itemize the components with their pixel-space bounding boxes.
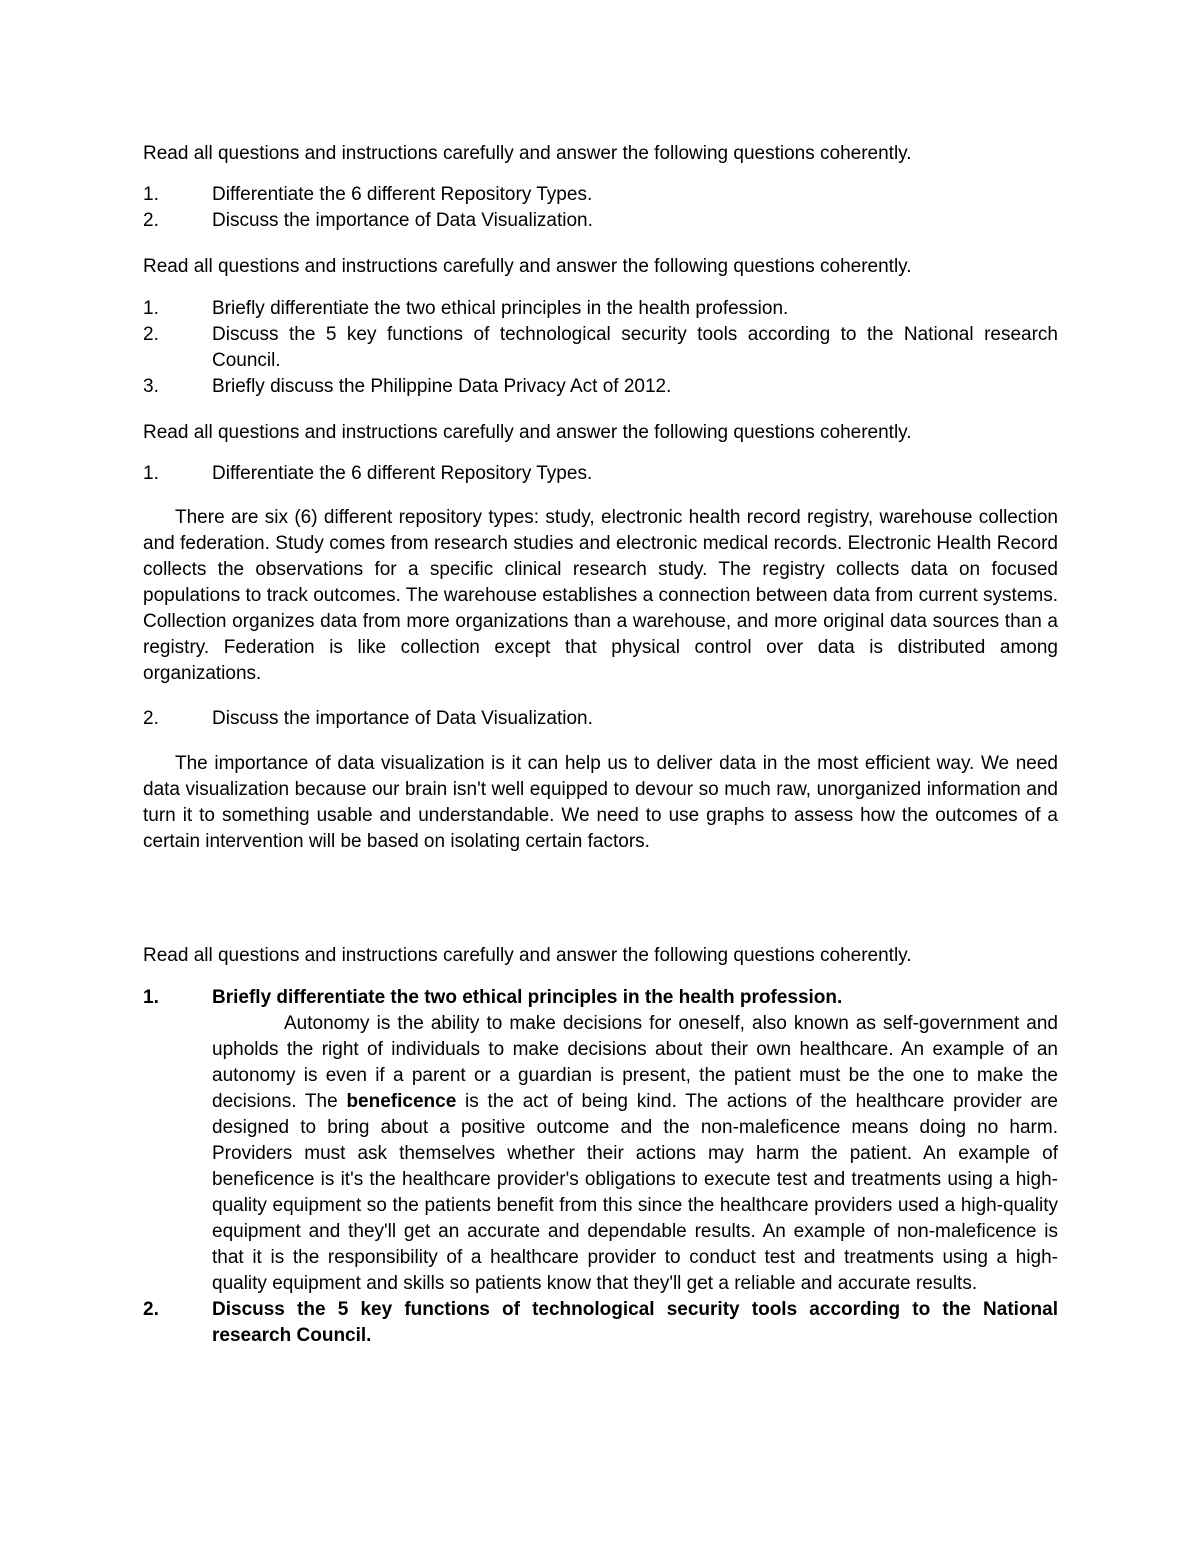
list-item [143,182,1058,208]
answer-paragraph: There are six (6) different repository types: study, electronic health record registry, warehouse collection and federation. Study comes from research studies and electronic medical records. Electronic Health Record collects the observations for a specific clinical research study. The registry collects data on focused populations to track outcomes. The warehouse establishes a connection between data from current systems. Collection organizes data from more organizations than a warehouse, and more original data sources than a registry. Federation is like collection except that physical control over data is distributed among organizations. [143,507,1058,684]
list-item [143,1297,1058,1349]
list-item [143,322,1058,374]
list-item-text: Discuss the 5 key functions of technological security tools according to the National research Council. [212,324,1058,371]
question-list-3b [143,706,1058,732]
instruction-text: Read all questions and instructions carefully and answer the following questions coherently. [143,945,912,966]
question-list-3a [143,461,1058,487]
list-item-text: Briefly differentiate the two ethical principles in the health profession. [212,987,843,1008]
answer-emphasis: beneficence [346,1091,457,1112]
list-item [143,208,1058,234]
list-item [143,706,1058,732]
list-number: 3. [143,376,159,397]
answer-text: Autonomy is the ability to make decisions for oneself, also known as self-government and upholds the right of individuals to make decisions about their own healthcare. An example of an autonomy is even if a parent or a guardian is present, the patient must be the one to make the decisions. The [212,1013,1058,1112]
list-number: 1. [143,463,159,484]
question-list-2 [143,296,1058,400]
list-item [143,296,1058,322]
list-item-text: Briefly differentiate the two ethical principles in the health profession. [212,298,789,319]
question-list-4 [143,985,1058,1349]
list-item-text: Discuss the importance of Data Visualization. [212,210,593,231]
list-item-text: Discuss the importance of Data Visualization. [212,708,593,729]
list-number: 1. [143,298,159,319]
list-item [143,985,1058,1297]
instruction-text: Read all questions and instructions carefully and answer the following questions coherently. [143,256,912,277]
answer-text: is the act of being kind. The actions of the healthcare provider are designed to bring about a positive outcome and the non-maleficence means doing no harm. Providers must ask themselves whether their actions may harm the patient. An example of beneficence is it's the healthcare provider's obligations to execute test and treatments using a high-quality equipment so the patients benefit from this since the healthcare providers used a high-quality equipment and they'll get an accurate and dependable results. An example of non-maleficence is that it is the responsibility of a healthcare provider to conduct test and treatments using a high-quality equipment and skills so patients know that they'll get a reliable and accurate results. [212,1091,1058,1294]
list-number: 1. [143,987,159,1008]
instruction-text: Read all questions and instructions carefully and answer the following questions coherently. [143,422,912,443]
list-item-text: Discuss the 5 key functions of technological security tools according to the National research Council. [212,1299,1058,1346]
list-item [143,461,1058,487]
list-item-text: Briefly discuss the Philippine Data Privacy Act of 2012. [212,376,672,397]
question-list-1 [143,182,1058,234]
answer-paragraph: The importance of data visualization is it can help us to deliver data in the most efficient way. We need data visualization because our brain isn't well equipped to devour so much raw, unorganized information and turn it to something usable and understandable. We need to use graphs to assess how the outcomes of a certain intervention will be based on isolating certain factors. [143,753,1058,852]
list-number: 2. [143,708,159,729]
instruction-text: Read all questions and instructions carefully and answer the following questions coherently. [143,143,912,164]
list-number: 2. [143,210,159,231]
list-item [143,374,1058,400]
list-number: 2. [143,324,159,345]
answer-paragraph [212,1011,1058,1297]
list-number: 1. [143,184,159,205]
list-item-text: Differentiate the 6 different Repository Types. [212,463,593,484]
list-number: 2. [143,1299,159,1320]
list-item-text: Differentiate the 6 different Repository Types. [212,184,593,205]
